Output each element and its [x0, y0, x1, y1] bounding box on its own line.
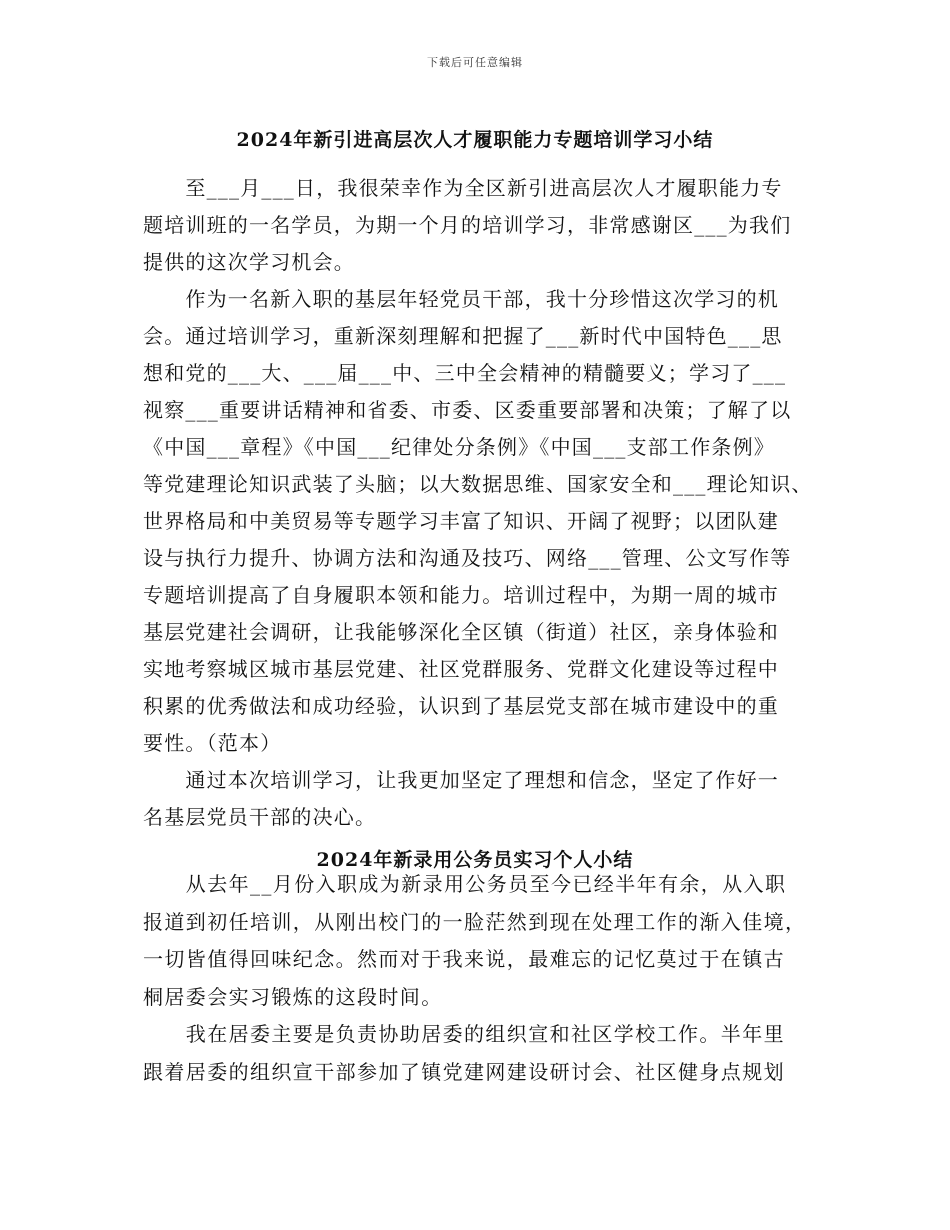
text-line: 名基层党员干部的决心。 — [143, 805, 377, 829]
text-line: 专题培训提高了自身履职本领和能力。培训过程中，为期一周的城市 — [143, 583, 779, 607]
text-line: 想和党的___大、___届___中、三中全会精神的精髓要义；学习了___ — [143, 361, 787, 385]
text-line: 桐居委会实习锻炼的这段时间。 — [143, 984, 443, 1009]
text-line: 世界格局和中美贸易等专题学习丰富了知识、开阔了视野；以团队建 — [143, 509, 779, 533]
text-line: 基层党建社会调研，让我能够深化全区镇（街道）社区，亲身体验和 — [143, 620, 779, 644]
text-line: 一切皆值得回味纪念。然而对于我来说，最难忘的记忆莫过于在镇古 — [143, 947, 785, 972]
text-line: 实地考察城区城市基层党建、社区党群服务、党群文化建设等过程中 — [143, 657, 779, 681]
text-line: 作为一名新入职的基层年轻党员干部，我十分珍惜这次学习的机 — [143, 287, 779, 311]
text-line: 积累的优秀做法和成功经验，认识到了基层党支部在城市建设中的重 — [143, 694, 779, 718]
text-line: 通过本次培训学习，让我更加坚定了理想和信念，坚定了作好一 — [143, 768, 779, 792]
text-line: 设与执行力提升、协调方法和沟通及技巧、网络___管理、公文写作等 — [143, 546, 792, 570]
text-line: 报道到初任培训，从刚出校门的一脸茫然到现在处理工作的渐入佳境， — [143, 909, 807, 934]
document-body-2 — [143, 866, 833, 1092]
text-line: 从去年__月份入职成为新录用公务员至今已经半年有余，从入职 — [143, 872, 787, 896]
text-line: 至___月___日，我很荣幸作为全区新引进高层次人才履职能力专 — [143, 176, 783, 200]
text-line: 要性。（范本） — [143, 731, 282, 755]
text-line: 等党建理论知识武装了头脑；以大数据思维、国家安全和___理论知识、 — [143, 472, 813, 496]
header-note: 下载后可任意编辑 — [427, 56, 523, 69]
text-line: 跟着居委的组织宣干部参加了镇党建网建设研讨会、社区健身点规划 — [143, 1059, 785, 1084]
text-line: 会。通过培训学习，重新深刻理解和把握了___新时代中国特色___思 — [143, 324, 783, 348]
document-body-1 — [143, 170, 833, 836]
text-line: 题培训班的一名学员，为期一个月的培训学习，非常感谢区___为我们 — [143, 213, 792, 237]
text-line: 《中国___章程》《中国___纪律处分条例》《中国___支部工作条例》 — [143, 435, 775, 459]
text-line: 视察___重要讲话精神和省委、市委、区委重要部署和决策；了解了以 — [143, 398, 792, 422]
document-title-2: 2024年新录用公务员实习个人小结 — [316, 849, 634, 871]
text-line: 我在居委主要是负责协助居委的组织宣和社区学校工作。半年里 — [143, 1022, 785, 1047]
text-line: 提供的这次学习机会。 — [143, 250, 355, 274]
document-title-1: 2024年新引进高层次人才履职能力专题培训学习小结 — [236, 129, 714, 151]
